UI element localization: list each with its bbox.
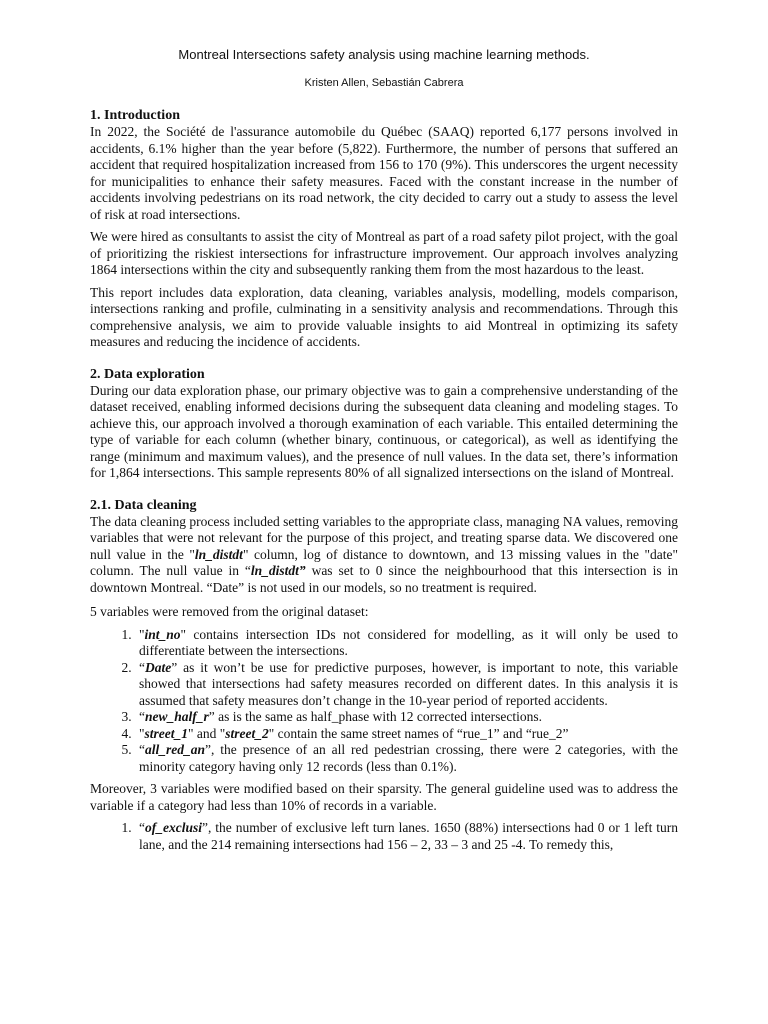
variable-name: ln_distdt” <box>250 563 306 578</box>
list-item: 4. "street_1" and "street_2" contain the same street names of “rue_1” and “rue_2” <box>135 726 678 743</box>
paragraph: This report includes data exploration, data cleaning, variables analysis, modelling, models comparison, intersections ranking and profile, culminating in a sensitivity analysis and recommendations. Through this comprehensive analysis, we aim to provide valuable insights to aid Montreal in optimizing its safety measures and reducing the incidence of accidents. <box>90 284 678 349</box>
paragraph: We were hired as consultants to assist the city of Montreal as part of a road safety pilot project, with the goal of prioritizing the riskiest intersections for infrastructure improvement. Our approach involves analyzing 1864 intersections within the city and subsequently ranking them from the most hazardous to the least. <box>90 229 678 277</box>
paragraph: Moreover, 3 variables were modified based on their sparsity. The general guideline used was to address the variable if a category had less than 10% of records in a variable. <box>90 781 678 813</box>
list-item: 2. “Date” as it won’t be use for predictive purposes, however, is important to note, this variable showed that intersections had safety measures recorded on different dates. In this analysis it is assumed that safety measures don’t change in the 10-year period of reported accidents. <box>135 660 678 710</box>
list-item: 1. "int_no" contains intersection IDs not considered for modelling, as it will only be used to differentiate between the intersections. <box>135 627 678 660</box>
section-heading-data-exploration: 2. Data exploration <box>90 366 205 382</box>
paragraph: During our data exploration phase, our primary objective was to gain a comprehensive understanding of the dataset received, enabling informed decisions during the subsequent data cleaning and modeling stages. To achieve this, our approach involved a thorough examination of each variable. This entailed determining the type of variable for each column (whether binary, continuous, or categorical), as well as identifying the range (minimum and maximum values), and the presence of null values. In the data set, there’s information for 1,864 intersections. This sample represents 80% of all signalized intersections on the island of Montreal. <box>90 382 678 480</box>
section-heading-introduction: 1. Introduction <box>90 108 180 123</box>
paper-body <box>90 107 678 859</box>
paper-authors: Kristen Allen, Sebastián Cabrera <box>304 77 464 89</box>
paper-title: Montreal Intersections safety analysis using machine learning methods. <box>178 47 590 62</box>
variable-name: ln_distdt <box>194 546 243 562</box>
list-item: 5. “all_red_an”, the presence of an all red pedestrian crossing, there were 2 categories, with the minority category having only 12 records (less than 0.1%). <box>135 742 678 775</box>
paragraph: 5 variables were removed from the original dataset: <box>90 604 369 619</box>
removed-variables-list <box>90 627 678 776</box>
list-item: 1. “of_exclusi”, the number of exclusive left turn lanes. 1650 (88%) intersections had 0 or 1 left turn lane, and the 214 remaining intersections had 156 – 2, 33 – 3 and 25 -4. To remedy this, <box>135 820 678 853</box>
paragraph: The data cleaning process included setting variables to the appropriate class, managing NA values, removing variables that were not relevant for the purpose of this project, and treating sparse data. We discovered one null value in the "ln_distdt" column, log of distance to downtown, and 13 missing values in the "date" column. The null value in “ln_distdt” was set to 0 since the neighbourhood that this intersection is in downtown Montreal. “Date” is not used in our models, so no treatment is required. <box>90 513 678 595</box>
modified-variables-list <box>90 820 678 853</box>
section-heading-data-cleaning: 2.1. Data cleaning <box>90 497 197 513</box>
paragraph: In 2022, the Société de l'assurance automobile du Québec (SAAQ) reported 6,177 persons involved in accidents, 6.1% higher than the year before (5,822). Furthermore, the number of persons that suffered an accident that required hospitalization increased from 156 to 170 (9%). This underscores the urgent necessity for municipalities to enhance their safety measures. Faced with the constant increase in the number of accidents involving pedestrians on its road network, the city decided to carry out a study to assess the level of risk at road intersections. <box>90 124 678 222</box>
list-item: 3. “new_half_r” as is the same as half_phase with 12 corrected intersections. <box>135 709 678 726</box>
